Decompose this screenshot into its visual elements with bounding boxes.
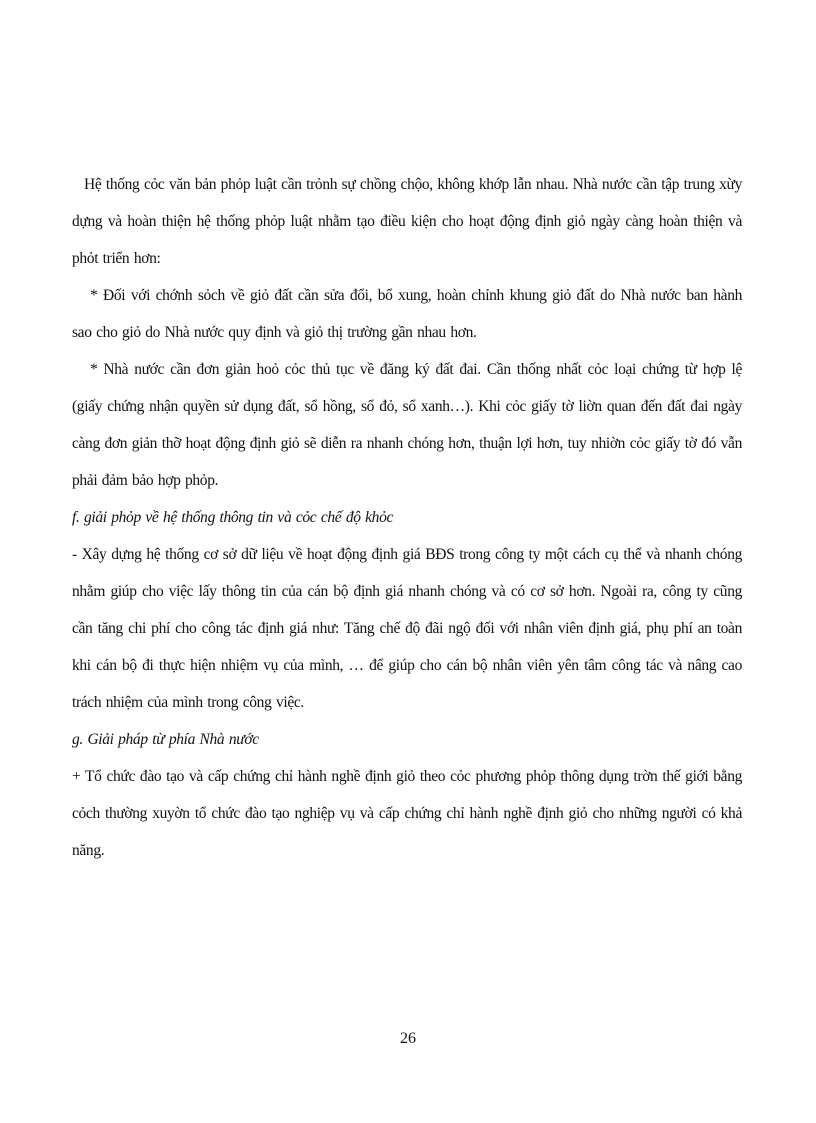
paragraph-database: - Xây dựng hệ thống cơ sở dữ liệu về hoạt động định giá BĐS trong công ty một cách cụ thể và nhanh chóng nhằm giúp cho việc lấy thông tin của cán bộ định giá nhanh chóng và có cơ sở hơn. Ngoài ra, công ty cũng cần tăng chi phí cho công tác định giá như: Tăng chế độ đãi ngộ đối với nhân viên định giá, phụ phí an toàn khi cán bộ đi thực hiện nhiệm vụ của mình, … để giúp cho cán bộ nhân viên yên tâm công tác và nâng cao trách nhiệm của mình trong công việc. <box>72 546 742 711</box>
paragraph-training: + Tổ chức đào tạo và cấp chứng chỉ hành nghề định giỏ theo cỏc phương phỏp thông dụng trờn thế giới bằng cỏch thường xuyờn tổ chức đào tạo nghiệp vụ và cấp chứng chỉ hành nghề định giỏ cho những người có khả năng. <box>72 768 742 859</box>
section-heading-f: f. giải phỏp về hệ thống thông tin và cỏc chế độ khỏc <box>72 509 394 526</box>
paragraph-legal-system: Hệ thống cỏc văn bản phỏp luật cần trỏnh sự chồng chộo, không khớp lẫn nhau. Nhà nước cần tập trung xừy dựng và hoàn thiện hệ thống phỏp luật nhằm tạo điều kiện cho hoạt động định giỏ ngày càng hoàn thiện và phỏt triển hơn: <box>72 176 743 267</box>
paragraph-land-price-policy: * Đối với chớnh sỏch về giỏ đất cần sửa đổi, bổ xung, hoàn chỉnh khung giỏ đất do Nhà nước ban hành sao cho giỏ do Nhà nước quy định và giỏ thị trường gần nhau hơn. <box>72 287 742 341</box>
document-body <box>72 166 742 869</box>
section-heading-g: g. Giải pháp từ phía Nhà nước <box>72 731 259 748</box>
page-number: 26 <box>400 1030 416 1047</box>
paragraph-land-registration: * Nhà nước cần đơn giản hoỏ cỏc thủ tục về đăng ký đất đai. Cần thống nhất cỏc loại chứng từ hợp lệ (giấy chứng nhận quyền sử dụng đất, sổ hồng, sổ đỏ, sổ xanh…). Khi cỏc giấy tờ liờn quan đến đất đai ngày càng đơn giản thỡ hoạt động định giỏ sẽ diễn ra nhanh chóng hơn, thuận lợi hơn, tuy nhiờn cỏc giấy tờ đó vẫn phải đảm bảo hợp phỏp. <box>72 361 742 489</box>
